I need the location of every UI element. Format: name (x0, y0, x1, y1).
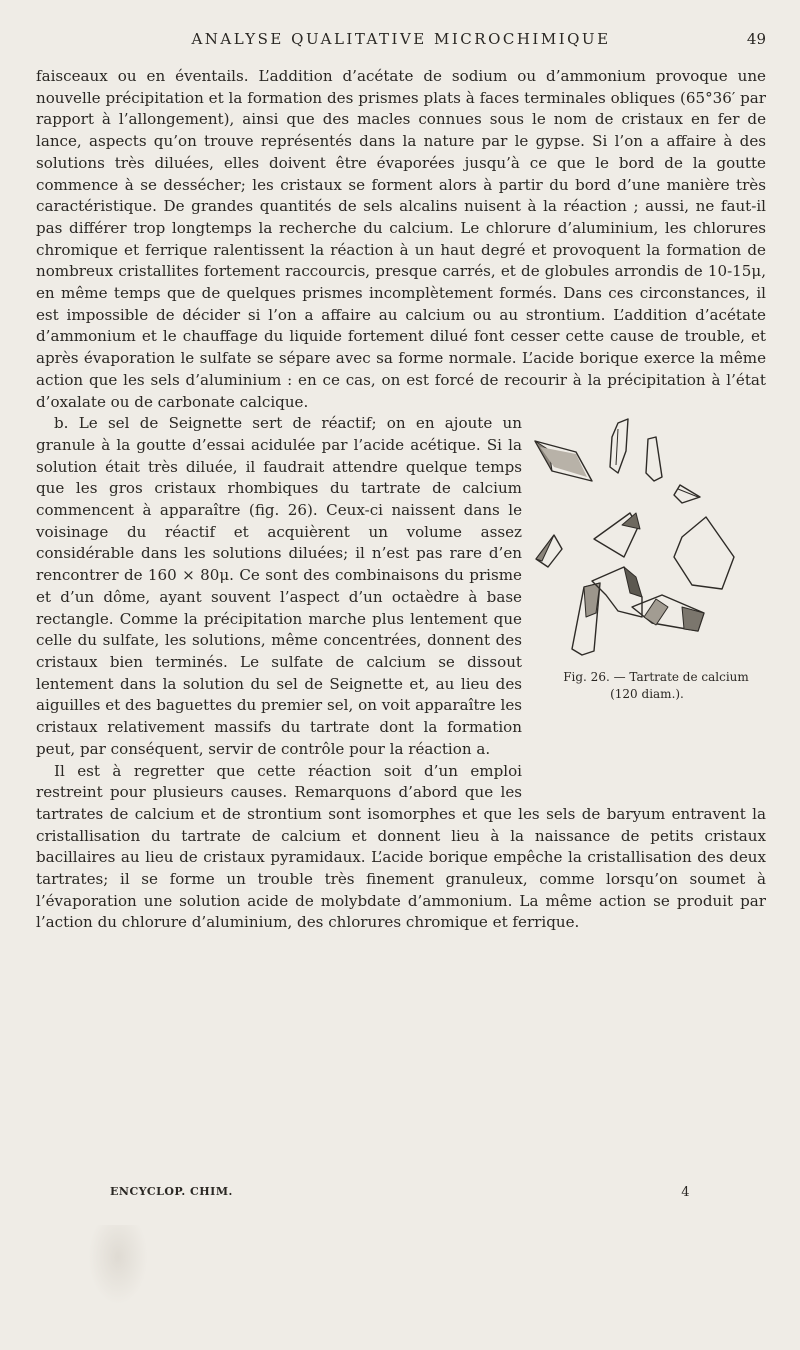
crystal-6 (674, 517, 734, 589)
crystal-7 (536, 535, 562, 567)
footer-signature: ENCYCLOP. CHIM. (110, 1185, 233, 1198)
footer-sheet-number: 4 (681, 1185, 690, 1200)
running-header (36, 30, 766, 54)
running-title: ANALYSE QUALITATIVE MICROCHIMIQUE (191, 30, 611, 48)
paragraph-1: faisceaux ou en éventails. L’addition d’acétate de sodium ou d’ammonium provoque une nouvelle précipitation et la formation des prismes plats à faces terminales obliques (65°36′ par rapport à l’allongement), ainsi que des macles connues sous le nom de cristaux en fer de lance, aspects qu’on trouve représentés dans la nature par le gypse. Si l’on a affaire à des solutions très diluées, elles doivent être évaporées jusqu’à ce que le bord de la goutte commence à se dessécher; les cristaux se forment alors à partir du bord d’une manière très caractéristique. De grandes quantités de sels alcalins nuisent à la réaction ; aussi, ne faut-il pas différer trop longtemps la recherche du calcium. Le chlorure d’aluminium, les chlorures chromique et ferrique ralentissent la réaction à un haut degré et provoquent la formation de nombreux cristallites fortement raccourcis, presque carrés, et de globules arrondis de 10-15μ, en même temps que de quelques prismes incomplètement formés. Dans ces circonstances, il est impossible de décider si l’on a affaire au calcium ou au strontium. L’addition d’acétate d’ammonium et le chauffage du liquide fortement dilué font cesser cette cause de trouble, et après évaporation le sulfate se sépare avec sa forme normale. L’acide borique exerce la même action que les sels d’aluminium : en ce cas, on est forcé de recourir à la précipitation à l’état d’oxalate ou de carbonate calcique. (36, 67, 766, 411)
paper-stain (88, 1225, 148, 1305)
crystal-4 (674, 485, 700, 503)
body-text (36, 66, 766, 934)
page-number: 49 (746, 30, 766, 48)
paragraph-2 (36, 413, 766, 760)
page-footer (110, 1185, 690, 1205)
paragraph-2-text: b. Le sel de Seignette sert de réactif; on en ajoute un granule à la goutte d’essai acidulée par l’acide acétique. Si la solution était très diluée, il faudrait attendre quelque temps que les gros cristaux rhombiques du tartrate de calcium commencent à apparaître (fig. 26). Ceux-ci naissent dans le voisinage du réactif et acquièrent un volume assez considérable dans les solutions diluées; il n’est pas rare d’en rencontrer de 160 × 80μ. Ce sont des combinaisons du prisme et d’un dôme, ayant souvent l’aspect d’un octaèdre à base rectangle. Comme la précipitation marche plus lentement que celle du sulfate, les solutions, même concentrées, donnent des cristaux bien terminés. Le sulfate de calcium se dissout lentement dans la solution du sel de Seignette et, au lieu des aiguilles et des baguettes du premier sel, on voit apparaître les cristaux relativement massifs du tartrate dont la formation peut, par conséquent, servir de contrôle pour la réaction a. (36, 414, 522, 758)
tartrate-crystals-drawing (532, 417, 772, 667)
crystal-3 (646, 437, 662, 481)
figure-26 (532, 417, 772, 782)
paragraph-3: Il est à regretter que cette réaction soit d’un emploi restreint pour plusieurs causes. Remarquons d’abord que les tartrates de calcium et de strontium sont isomorphes et que les sels de baryum entravent la cristallisation du tartrate de calcium et donnent lieu à la naissance de petits cristaux bacillaires au lieu de cristaux pyramidaux. L’acide borique empêche la cristallisation des deux tartrates; il se forme un trouble très finement granuleux, comme lorsqu’on soumet à l’évaporation une solution acide de molybdate d’ammonium. La même action se produit par l’action du chlorure d’aluminium, des chlorures chromique et ferrique. (36, 761, 766, 932)
crystal-2 (610, 419, 628, 473)
figure-caption: Fig. 26. — Tartrate de calcium (120 diam.). (563, 670, 749, 702)
